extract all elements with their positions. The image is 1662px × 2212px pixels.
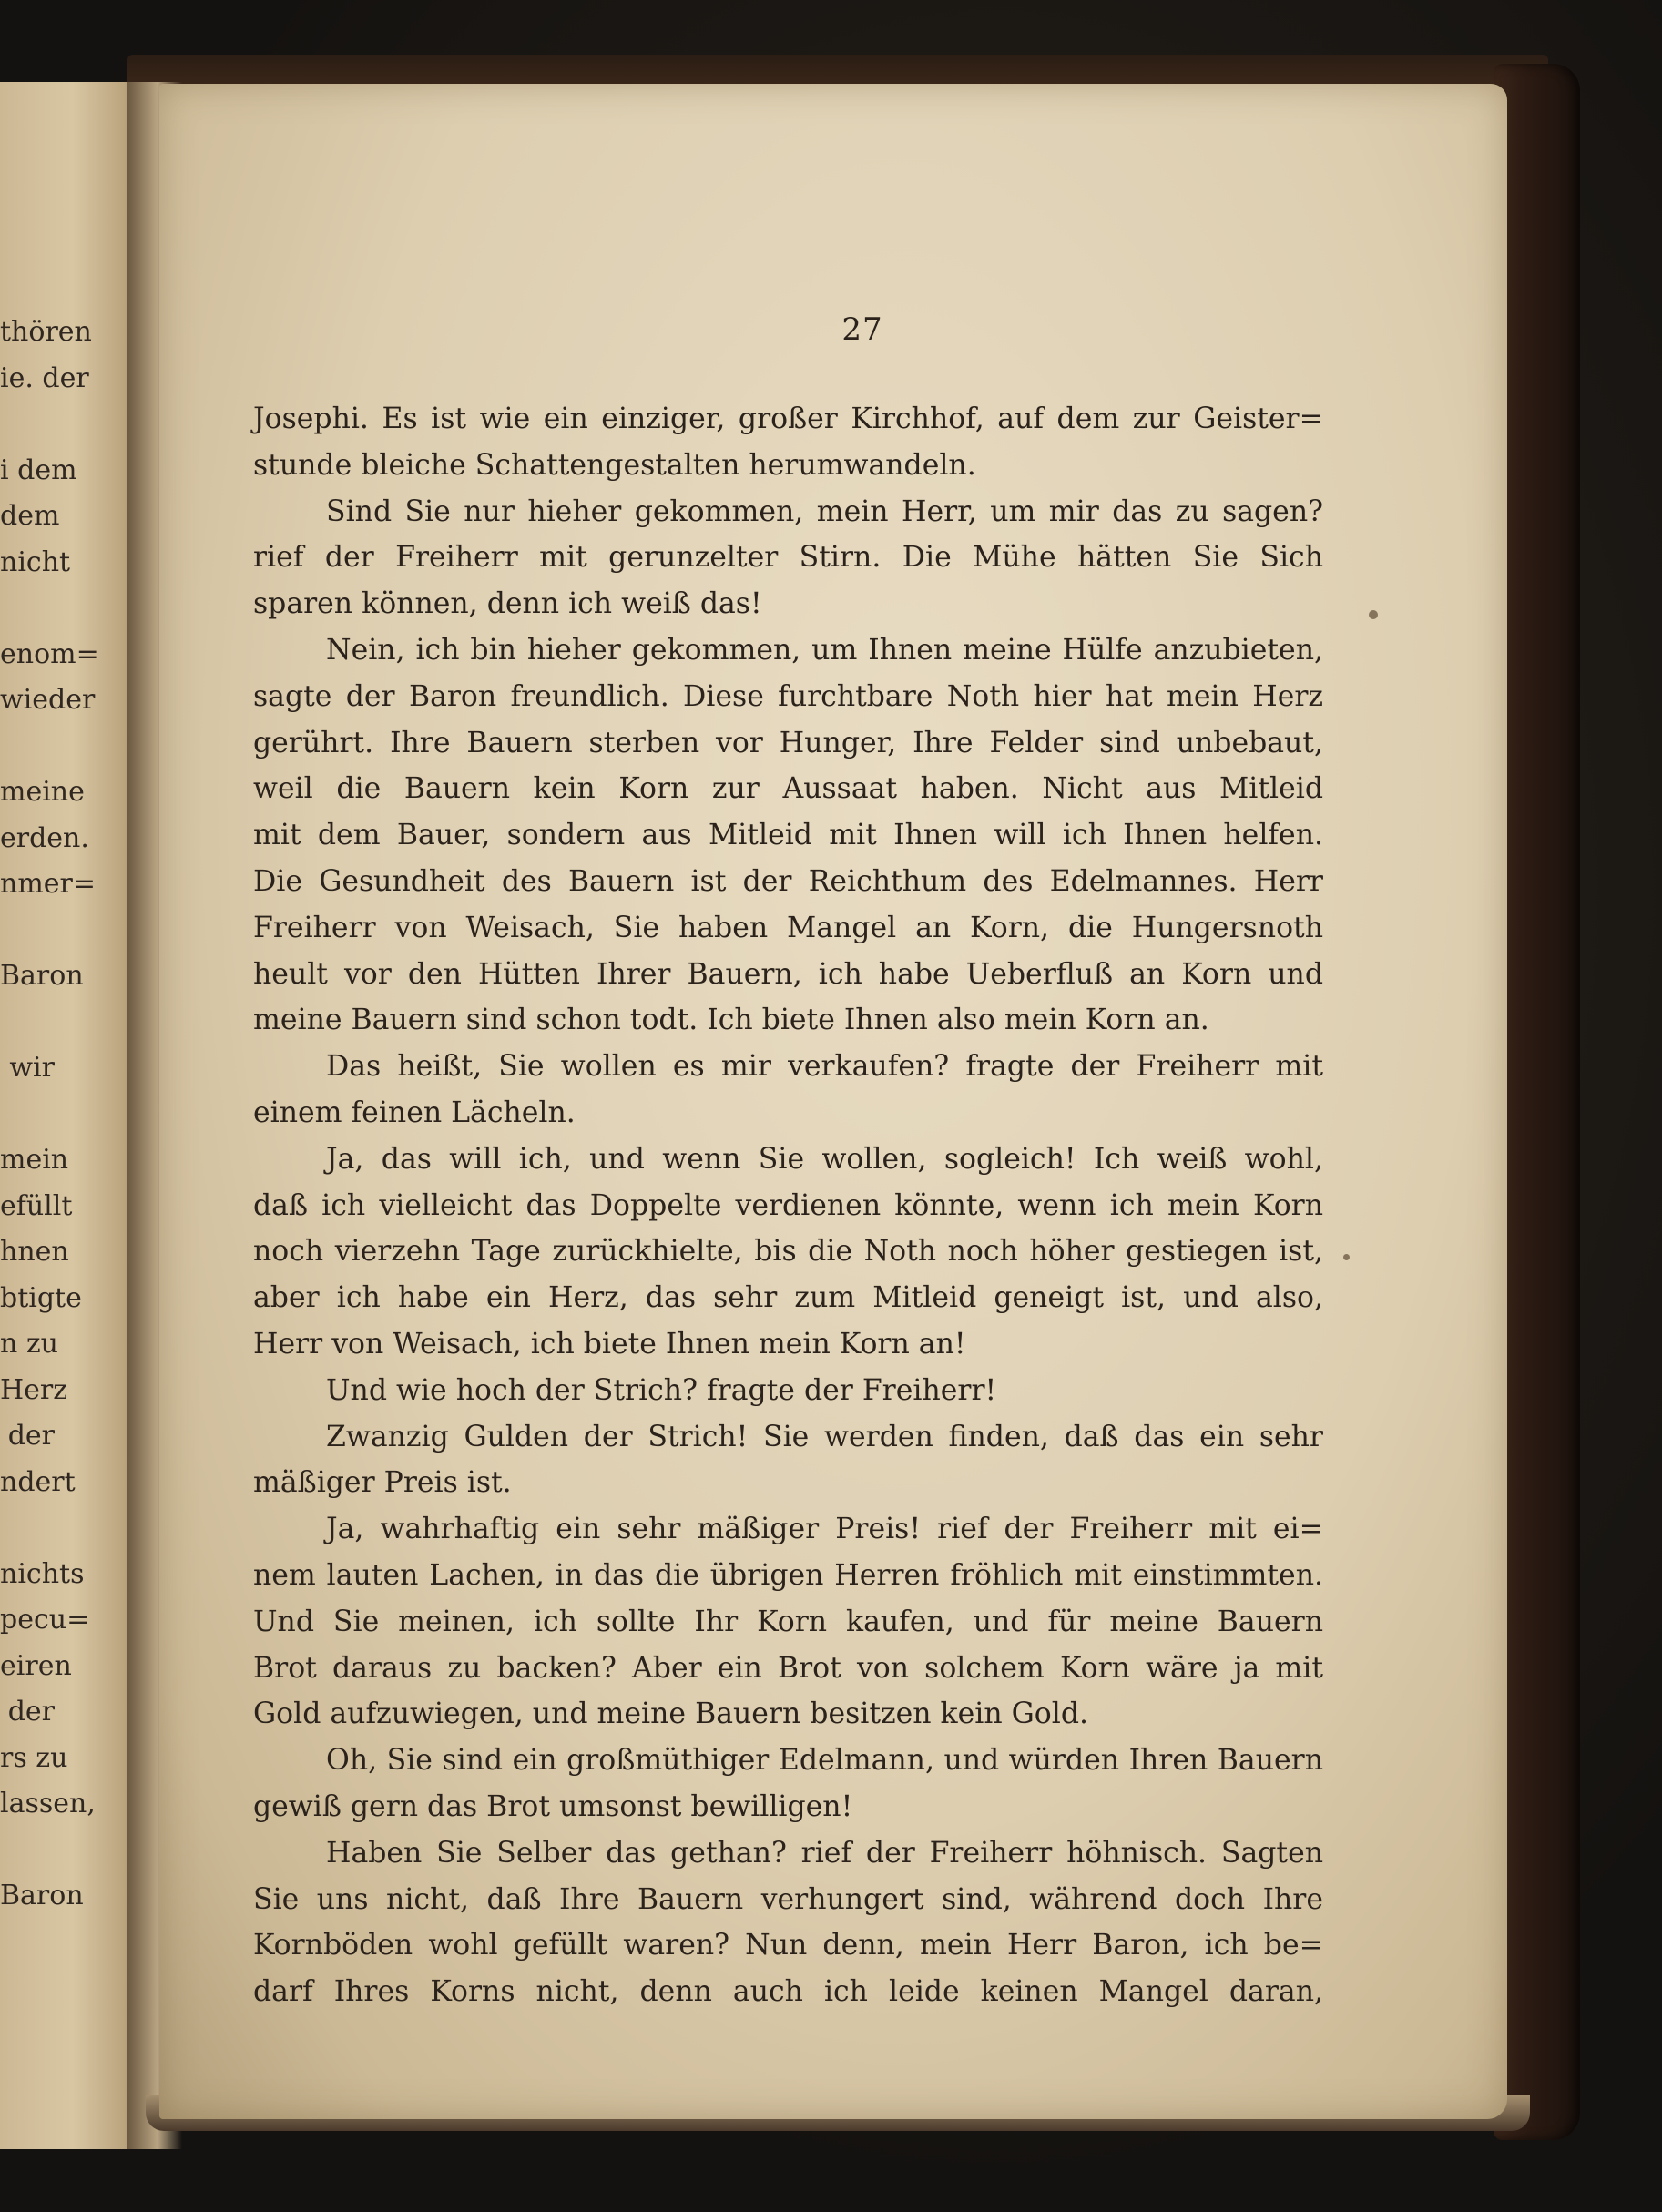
left-page-fragment	[0, 724, 55, 770]
left-page-fragment: erden.	[0, 821, 89, 854]
left-page-fragment	[0, 586, 55, 632]
text-line: nem lauten Lachen, in das die übrigen Herren fröhlich mit einstimmten.	[253, 1558, 1323, 1592]
left-page-fragment: hnen	[0, 1236, 69, 1268]
left-page-fragment: lassen,	[0, 1788, 96, 1820]
left-page-fragment: nmer=	[0, 868, 96, 900]
text-line: Freiherr von Weisach, Sie haben Mangel an Korn, die Hungersnoth	[253, 911, 1323, 944]
left-page-fragment	[0, 1092, 55, 1138]
left-page-fragment: ndert	[0, 1465, 76, 1498]
text-line: Sind Sie nur hieher gekommen, mein Herr, um mir das zu sagen?	[326, 494, 1323, 528]
left-page-fragment: mein	[0, 1144, 69, 1176]
left-page-fragment	[0, 1828, 55, 1874]
left-page-fragment: Herz	[0, 1373, 68, 1406]
text-line: darf Ihres Korns nicht, denn auch ich leide keinen Mangel daran,	[253, 1975, 1323, 2009]
left-page-fragment: eiren	[0, 1649, 72, 1682]
text-line: Zwanzig Gulden der Strich! Sie werden finden, daß das ein sehr	[326, 1420, 1323, 1453]
left-page-fragment: Baron	[0, 1880, 84, 1911]
left-page-fragment: nicht	[0, 545, 71, 578]
left-page-fragment	[0, 1000, 55, 1046]
text-line: daß ich vielleicht das Doppelte verdienen könnte, wenn ich mein Korn	[253, 1188, 1323, 1222]
text-line: Brot daraus zu backen? Aber ein Brot von solchem Korn wäre ja mit	[253, 1651, 1323, 1685]
text-line: Das heißt, Sie wollen es mir verkaufen? fragte der Freiherr mit	[326, 1050, 1323, 1084]
page-number: 27	[841, 311, 883, 348]
text-line: Die Gesundheit des Bauern ist der Reichthum des Edelmannes. Herr	[253, 864, 1323, 898]
text-line: Nein, ich bin hieher gekommen, um Ihnen meine Hülfe anzubieten,	[326, 633, 1323, 667]
text-line: Haben Sie Selber das gethan? rief der Freiherr höhnisch. Sagten	[326, 1836, 1323, 1870]
body-text	[253, 396, 1323, 2015]
text-line: sparen können, denn ich weiß das!	[253, 587, 762, 621]
text-line: sagte der Baron freundlich. Diese furchtbare Noth hier hat mein Herz	[253, 679, 1323, 713]
text-line: gewiß gern das Brot umsonst bewilligen!	[253, 1789, 853, 1823]
text-line: Und wie hoch der Strich? fragte der Freiherr!	[326, 1373, 997, 1407]
left-page-fragment: pecu=	[0, 1604, 90, 1636]
text-line: heult vor den Hütten Ihrer Bauern, ich habe Ueberfluß an Korn und	[253, 957, 1323, 991]
text-line: mit dem Bauer, sondern aus Mitleid mit Ihnen will ich Ihnen helfen.	[253, 819, 1323, 852]
left-page-fragment: wieder	[0, 684, 96, 716]
left-page-fragment: btigte	[0, 1281, 82, 1314]
left-page-fragment: wir	[9, 1052, 55, 1084]
left-page	[0, 82, 146, 2149]
left-page-fragment: der	[7, 1696, 55, 1728]
text-line: aber ich habe ein Herz, das sehr zum Mitleid geneigt ist, und also,	[253, 1281, 1323, 1315]
left-page-fragment	[0, 908, 55, 954]
left-page-text-fragments	[0, 310, 137, 1920]
left-page-fragment: der	[7, 1420, 55, 1452]
left-page-fragment: ie. der	[0, 362, 89, 394]
text-line: Josephi. Es ist wie ein einziger, großer Kirchhof, auf dem zur Geister=	[253, 403, 1323, 435]
ink-spot	[1343, 1254, 1350, 1260]
text-line: Kornböden wohl gefüllt waren? Nun denn, mein Herr Baron, ich be=	[253, 1929, 1323, 1962]
text-line: gerührt. Ihre Bauern sterben vor Hunger, Ihre Felder sind unbebaut,	[253, 726, 1323, 759]
left-page-fragment: n zu	[0, 1328, 58, 1360]
text-line: Sie uns nicht, daß Ihre Bauern verhungert sind, während doch Ihre	[253, 1882, 1323, 1916]
left-page-fragment: rs zu	[0, 1741, 68, 1774]
left-page-fragment: enom=	[0, 637, 99, 670]
left-page-fragment: nichts	[0, 1557, 85, 1590]
text-line: meine Bauern sind schon todt. Ich biete Ihnen also mein Korn an.	[253, 1004, 1209, 1037]
text-line: Herr von Weisach, ich biete Ihnen mein Korn an!	[253, 1327, 966, 1361]
left-page-fragment: thören	[0, 316, 92, 348]
text-line: Und Sie meinen, ich sollte Ihr Korn kaufen, und für meine Bauern	[253, 1605, 1323, 1638]
text-line: weil die Bauern kein Korn zur Aussaat haben. Nicht aus Mitleid	[253, 772, 1323, 806]
left-page-fragment: Baron	[0, 960, 84, 992]
text-line: Ja, das will ich, und wenn Sie wollen, sogleich! Ich weiß wohl,	[326, 1142, 1323, 1176]
text-line: noch vierzehn Tage zurückhielte, bis die Noth noch höher gestiegen ist,	[253, 1235, 1323, 1269]
left-page-fragment	[0, 402, 55, 448]
left-page-fragment: efüllt	[0, 1189, 73, 1222]
text-line: Gold aufzuwiegen, und meine Bauern besitzen kein Gold.	[253, 1697, 1089, 1731]
left-page-fragment: dem	[0, 500, 60, 532]
left-page-fragment: i dem	[0, 454, 77, 486]
text-line: stunde bleiche Schattengestalten herumwandeln.	[253, 448, 976, 482]
text-line: mäßiger Preis ist.	[253, 1466, 512, 1500]
text-line: einem feinen Lächeln.	[253, 1096, 576, 1129]
text-line: Ja, wahrhaftig ein sehr mäßiger Preis! rief der Freiherr mit ei=	[326, 1513, 1323, 1546]
text-line: Oh, Sie sind ein großmüthiger Edelmann, und würden Ihren Bauern	[326, 1744, 1323, 1778]
right-page	[159, 84, 1507, 2119]
left-page-fragment: meine	[0, 776, 85, 808]
text-line: rief der Freiherr mit gerunzelter Stirn. Die Mühe hätten Sie Sich	[253, 541, 1323, 575]
ink-spot	[1369, 610, 1378, 619]
left-page-fragment	[0, 1505, 55, 1552]
